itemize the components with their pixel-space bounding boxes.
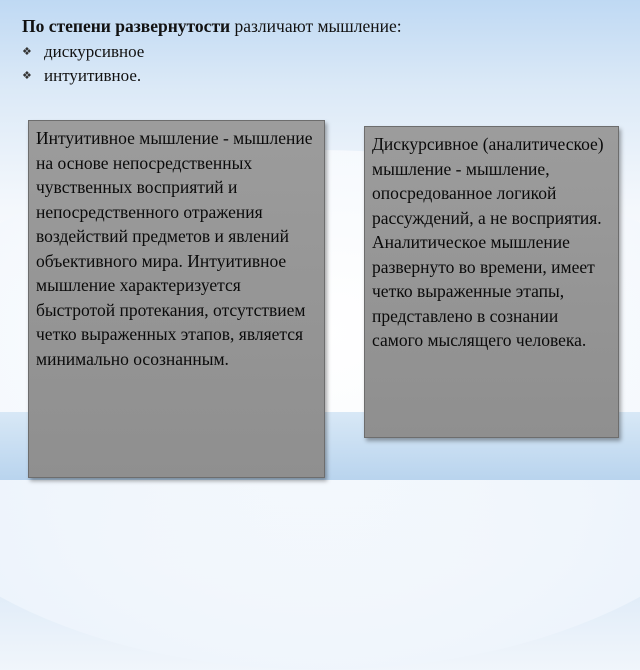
list-item (22, 40, 144, 64)
discursive-thinking-card (364, 126, 619, 438)
diamond-bullet-icon: ❖ (22, 70, 32, 82)
slide-heading (22, 14, 402, 38)
bullet-list (22, 40, 144, 88)
heading-bold: По степени развернутости (22, 16, 231, 36)
list-item (22, 64, 144, 88)
diamond-bullet-icon: ❖ (22, 46, 32, 58)
discursive-definition-text: Дискурсивное (аналитическое) мышление - мышление, опосредованное логикой рассуждений, а не восприятия. (372, 134, 604, 228)
list-item-label: интуитивное. (44, 66, 142, 85)
analytical-thinking-text: Аналитическое мышление развернуто во времени, имеет четко выраженные этапы, представлено в сознании самого мыслящего человека. (372, 232, 595, 350)
intuitive-thinking-card (28, 120, 325, 478)
intuitive-thinking-text: Интуитивное мышление - мышление на основе непосредственных чувственных восприятий и непосредственного отражения воздействий предметов и явлений объективного мира. Интуитивное мышление характеризуется быстротой протекания, отсутствием четко выраженных этапов, является минимально осознанным. (36, 128, 313, 369)
list-item-label: дискурсивное (44, 42, 145, 61)
heading-rest: различают мышление: (230, 16, 402, 36)
